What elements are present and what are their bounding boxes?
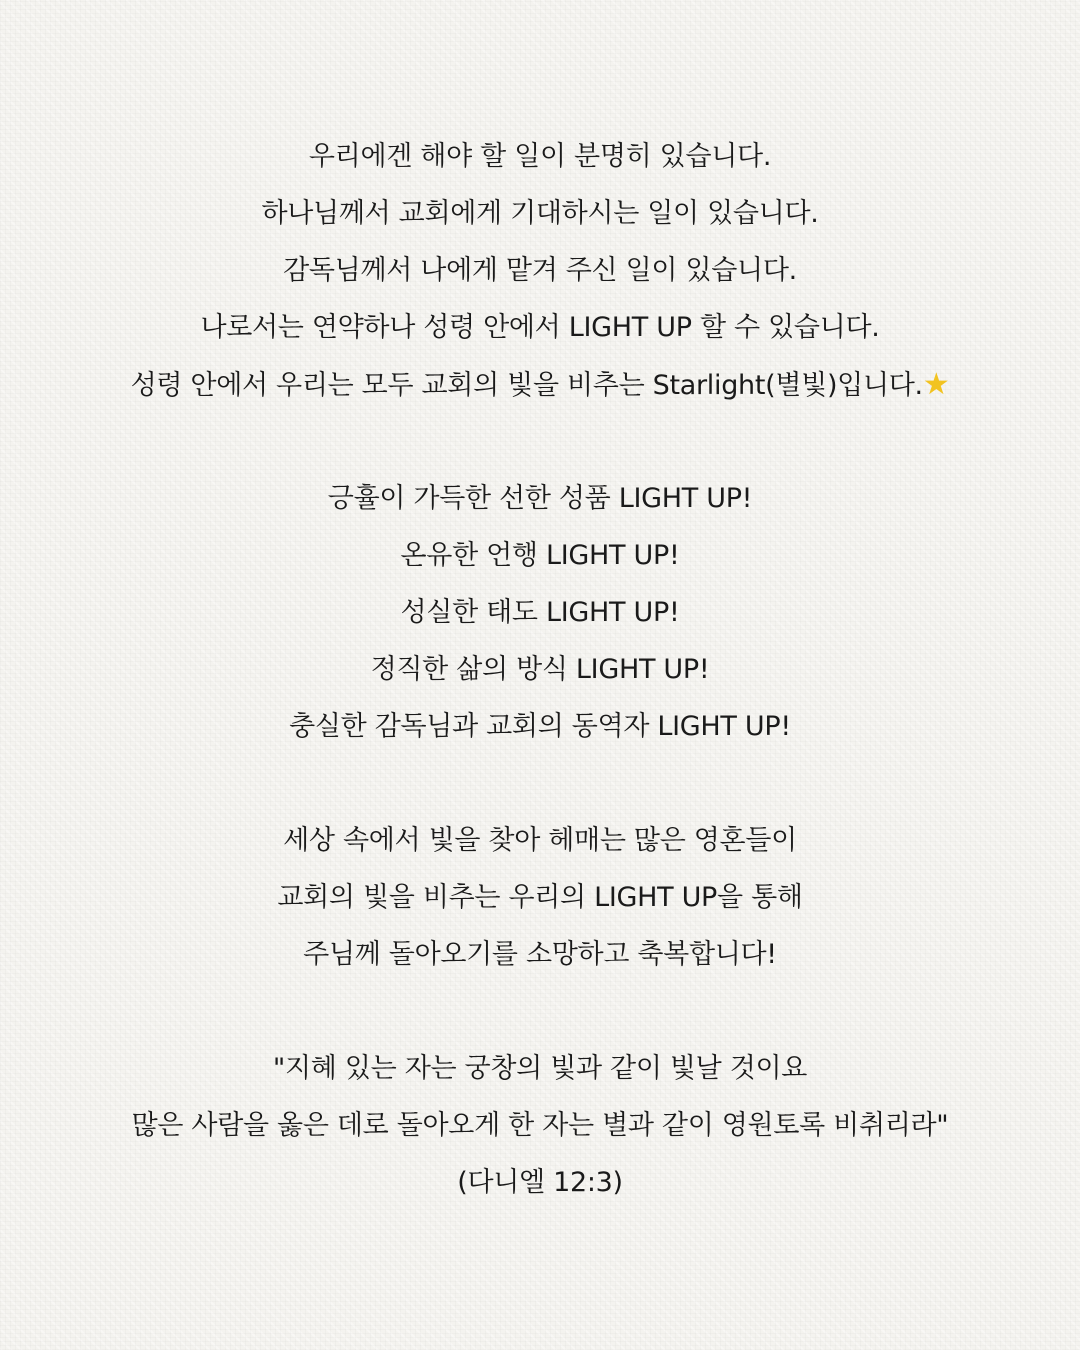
text-line: 성령 안에서 우리는 모두 교회의 빛을 비추는 Starlight(별빛)입니다.: [130, 370, 923, 401]
scripture-reference: (다니엘 12:3): [457, 1167, 623, 1198]
stanza-scripture: [0, 1040, 1080, 1211]
stanza-calling: [0, 128, 1080, 413]
text-line: 교회의 빛을 비추는 우리의 LIGHT UP을 통해: [277, 882, 803, 913]
star-icon: ★: [922, 367, 950, 402]
stanza-blessing: [0, 812, 1080, 983]
text-line: 성실한 태도 LIGHT UP!: [400, 597, 680, 628]
scripture-quote-line: "지혜 있는 자는 궁창의 빛과 같이 빛날 것이요: [272, 1053, 808, 1084]
text-line: 온유한 언행 LIGHT UP!: [400, 540, 680, 571]
text-line: 감독님께서 나에게 맡겨 주신 일이 있습니다.: [283, 255, 797, 286]
text-line: 충실한 감독님과 교회의 동역자 LIGHT UP!: [289, 711, 791, 742]
text-line-with-star: [0, 356, 1080, 413]
text-line: 정직한 삶의 방식 LIGHT UP!: [370, 654, 710, 685]
message-body: [0, 128, 1080, 1268]
text-line: 세상 속에서 빛을 찾아 헤매는 많은 영혼들이: [283, 825, 797, 856]
scripture-quote-line: 많은 사람을 옳은 데로 돌아오게 한 자는 별과 같이 영원토록 비취리라": [131, 1110, 949, 1141]
text-line: 긍휼이 가득한 선한 성품 LIGHT UP!: [327, 483, 753, 514]
text-line: 나로서는 연약하나 성령 안에서 LIGHT UP 할 수 있습니다.: [200, 312, 880, 343]
text-line: 주님께 돌아오기를 소망하고 축복합니다!: [303, 939, 777, 970]
stanza-light-up: [0, 470, 1080, 755]
text-line: 우리에겐 해야 할 일이 분명히 있습니다.: [308, 141, 772, 172]
text-line: 하나님께서 교회에게 기대하시는 일이 있습니다.: [261, 198, 819, 229]
